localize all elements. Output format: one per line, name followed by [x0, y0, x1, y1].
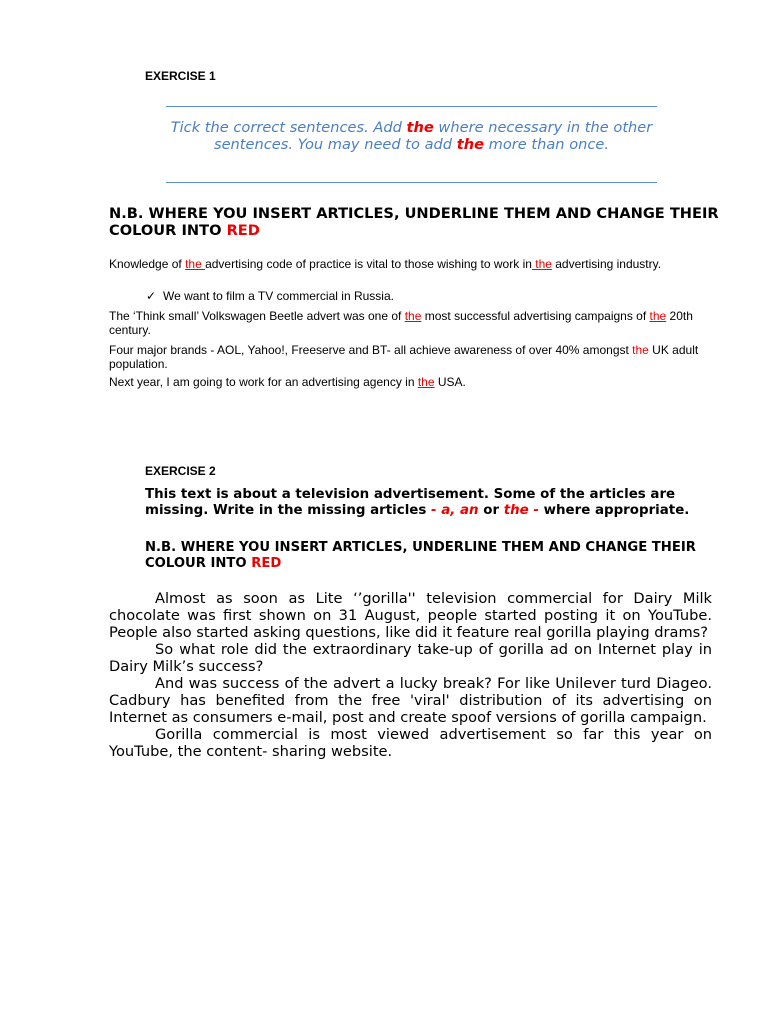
instruction-top-rule [166, 106, 657, 107]
exercise-1-instruction: Tick the correct sentences. Add the where necessary in the other sentences. You may need to add the more than once. [170, 119, 653, 153]
passage-paragraph: So what role did the extraordinary take-up of gorilla ad on Internet play in Dairy Milk’s success? [109, 641, 712, 675]
exercise-2-instruction: This text is about a television advertisement. Some of the articles are missing. Write in the missing articles - a, an or the - where appropriate. [145, 487, 690, 518]
exercise-1-title: EXERCISE 1 [145, 69, 216, 83]
exercise-1-note: N.B. WHERE YOU INSERT ARTICLES, UNDERLINE THEM AND CHANGE THEIR COLOUR INTO RED [109, 205, 719, 239]
passage-paragraph: And was success of the advert a lucky break? For like Unilever turd Diageo. Cadbury has benefited from the free 'viral' distribution of its advertising on Internet as consumers e-mail, post and create spoof versions of gorilla campaign. [109, 675, 712, 726]
passage-paragraph: Almost as soon as Lite ‘’gorilla'' television commercial for Dairy Milk chocolate was first shown on 31 August, people started posting it on YouTube. People also started asking questions, like did it feature real gorilla playing drams? [109, 590, 712, 641]
instruction-bottom-rule [166, 182, 657, 183]
exercise-2-note: N.B. WHERE YOU INSERT ARTICLES, UNDERLINE THEM AND CHANGE THEIR COLOUR INTO RED [145, 540, 696, 571]
checkmark-icon: ✓ [146, 289, 157, 303]
passage-paragraph: Gorilla commercial is most viewed advertisement so far this year on YouTube, the content- sharing website. [109, 726, 712, 760]
exercise-2-title: EXERCISE 2 [145, 464, 216, 478]
sentence-4: Four major brands - AOL, Yahoo!, Freeserve and BT- all achieve awareness of over 40% amongst the UK adult population. [109, 343, 699, 371]
gorilla-passage [109, 590, 712, 760]
sentence-1: Knowledge of the advertising code of practice is vital to those wishing to work in the advertising industry. [109, 257, 662, 271]
sentence-5: Next year, I am going to work for an advertising agency in the USA. [109, 375, 466, 389]
sentence-3: The ‘Think small’ Volkswagen Beetle advert was one of the most successful advertising campaigns of the 20th century. [109, 309, 693, 337]
sentence-2: ✓ We want to film a TV commercial in Russia. [146, 289, 394, 303]
